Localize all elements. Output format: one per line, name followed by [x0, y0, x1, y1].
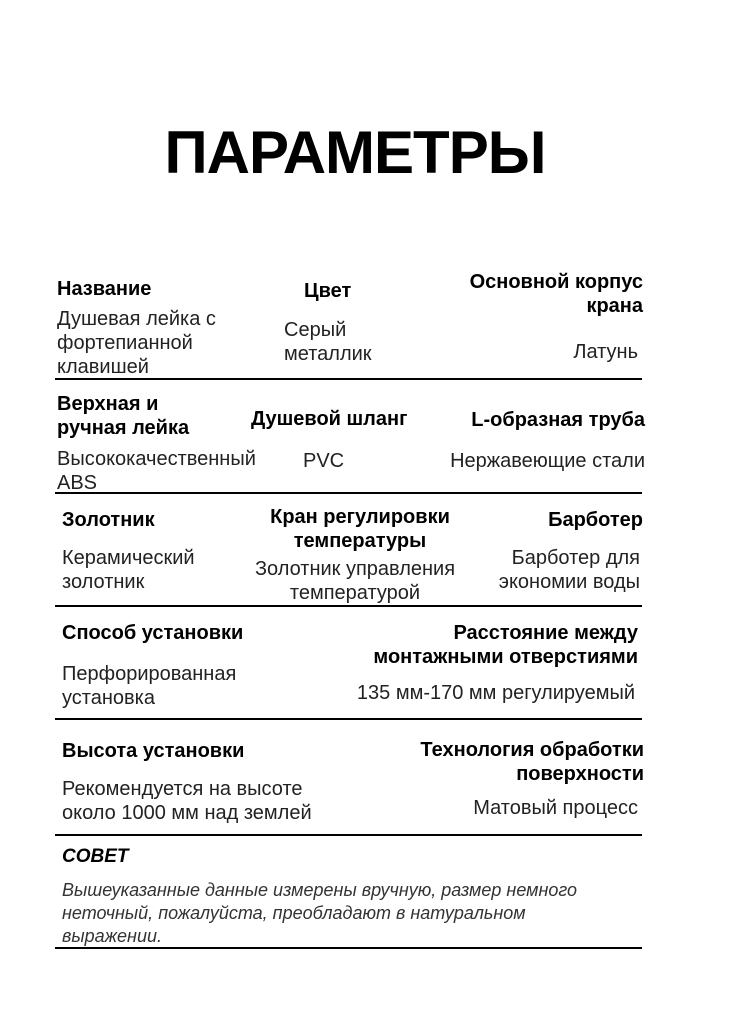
value-aerator: Барботер для экономии воды: [498, 547, 640, 593]
label-color: Цвет: [304, 280, 352, 302]
label-install-method: Способ установки: [62, 622, 244, 644]
value-color: Серый металлик: [284, 319, 372, 365]
row-divider: [55, 605, 642, 607]
value-surface-treatment: Матовый процесс: [473, 797, 638, 819]
value-l-pipe: Нержавеющие стали: [450, 450, 645, 472]
value-temp-valve: Золотник управления температурой: [254, 558, 456, 604]
label-shower-heads: Верхная и ручная лейка: [57, 393, 190, 439]
label-temp-valve: Кран регулировки температуры: [270, 506, 450, 552]
row-divider: [55, 378, 642, 380]
label-cartridge: Золотник: [62, 509, 155, 531]
row-divider: [55, 834, 642, 836]
value-name: Душевая лейка с фортепианной клавишей: [57, 308, 216, 378]
value-main-body: Латунь: [573, 341, 638, 363]
label-main-body: Основной корпус крана: [469, 271, 643, 317]
note-divider: [55, 947, 642, 949]
label-hole-distance: Расстояние между монтажными отверстиями: [373, 622, 638, 668]
value-install-height: Рекомендуется на высоте около 1000 мм над землей: [62, 778, 312, 824]
page-title: ПАРАМЕТРЫ: [164, 119, 546, 186]
note-text: Вышеуказанные данные измерены вручную, размер немного неточный, пожалуйста, преобладают в натуральном выражении.: [62, 880, 578, 946]
label-l-pipe: L-образная труба: [471, 409, 645, 431]
label-aerator: Барботер: [548, 509, 643, 531]
value-shower-heads: Высококачественный ABS: [57, 448, 256, 494]
row-divider: [55, 718, 642, 720]
label-name: Название: [57, 278, 152, 300]
value-hole-distance: 135 мм-170 мм регулируемый: [356, 682, 635, 704]
label-shower-hose: Душевой шланг: [251, 408, 408, 430]
value-cartridge: Керамический золотник: [62, 547, 195, 593]
value-install-method: Перфорированная установка: [62, 663, 237, 709]
value-shower-hose: PVC: [303, 450, 345, 472]
note-title: СОВЕТ: [62, 846, 129, 867]
label-surface-treatment: Технология обработки поверхности: [420, 739, 644, 785]
label-install-height: Высота установки: [62, 740, 245, 762]
row-divider: [55, 492, 642, 494]
